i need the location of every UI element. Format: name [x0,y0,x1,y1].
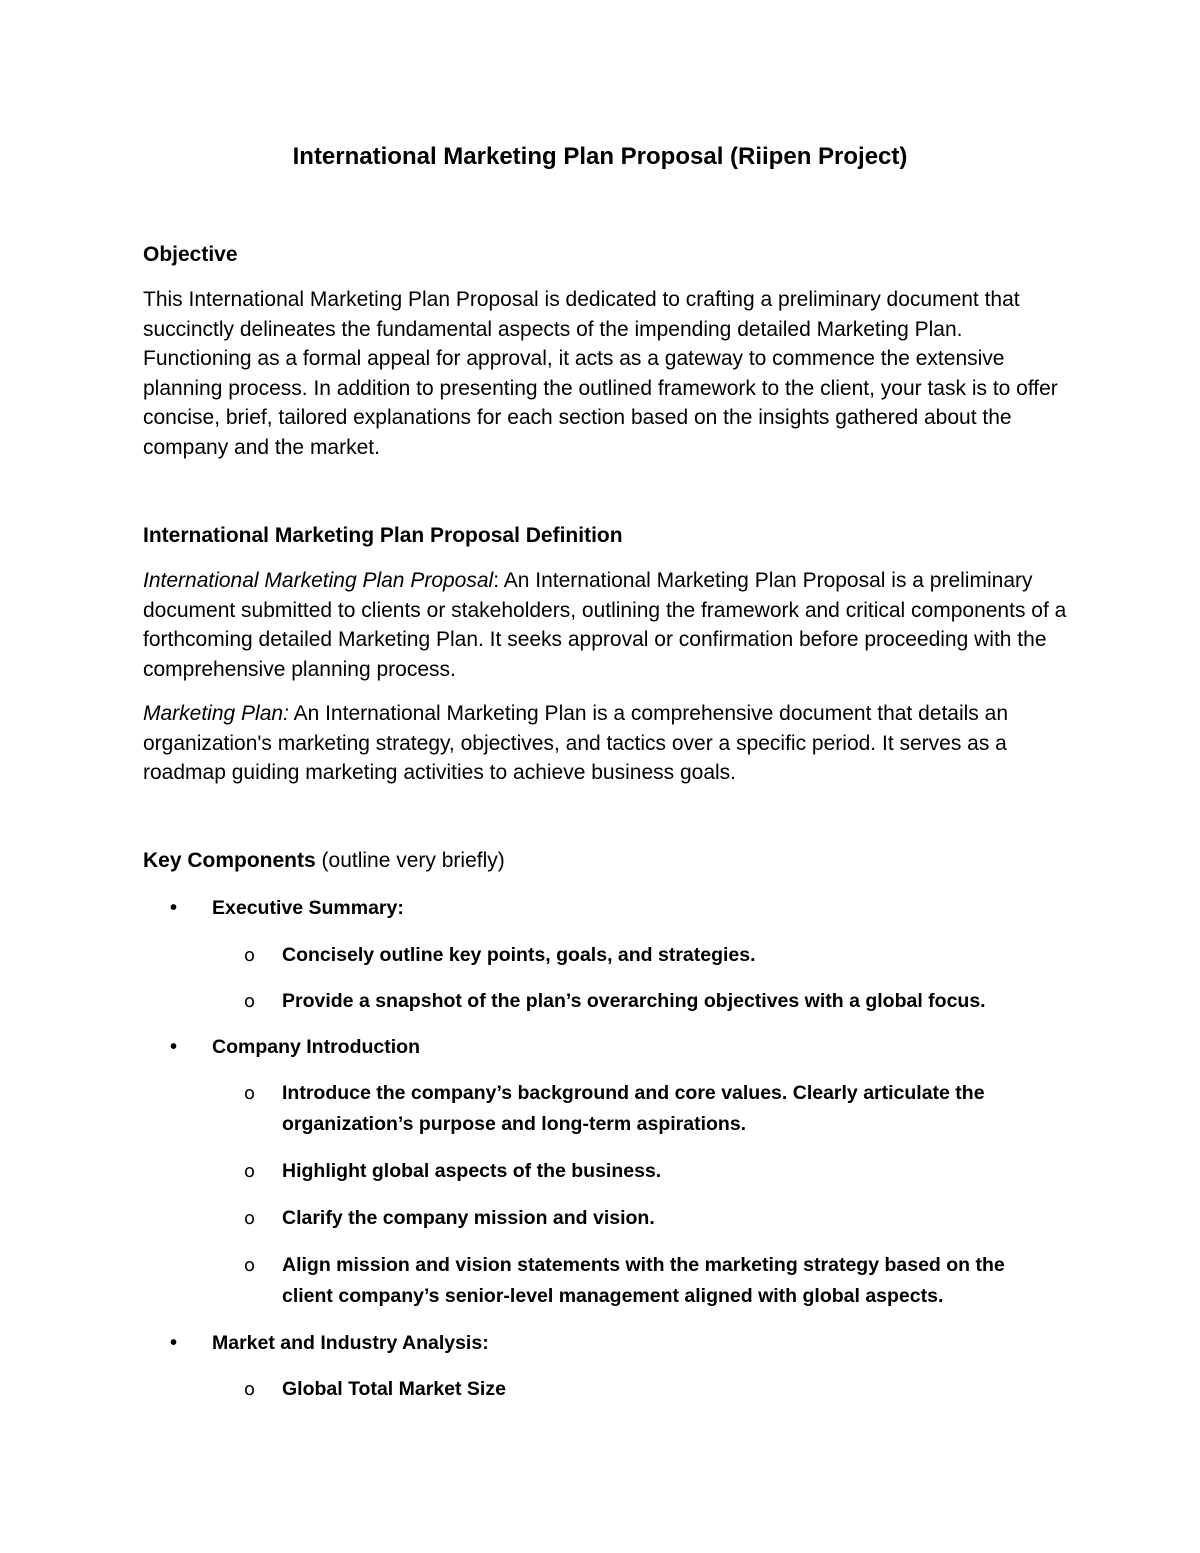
section-label-executive-summary: Executive Summary: [212,897,404,919]
definition-marketing-plan-text: An International Marketing Plan is a comprehensive document that details an organization's marketing strategy, objectives, and tactics over a specific period. It serves as a roadmap guiding marketing activities to achieve business goals. [143,702,1008,784]
bullet-icon: • [170,1332,178,1354]
sub-list-item [244,1203,1044,1234]
circle-bullet-icon: o [244,991,256,1012]
key-components-heading [143,846,505,876]
definition-proposal-text: An International Marketing Plan Proposal is a preliminary document submitted to clients or stakeholders, outlining the framework and critical components of a forthcoming detailed Marketing Plan. It seeks approval or confirmation before proceeding with the comprehensive planning process. [143,569,1067,681]
sub-list-item [244,1156,1044,1187]
circle-bullet-icon: o [244,1255,256,1276]
definition-marketing-plan-paragraph [143,699,1073,788]
key-components-title: Key Components [143,849,316,872]
sub-item-text: Global Total Market Size [282,1378,506,1400]
definition-proposal-paragraph [143,566,1073,684]
sub-list-item [244,1250,1044,1312]
definition-heading: International Marketing Plan Proposal Definition [143,524,623,547]
sub-item-text: Provide a snapshot of the plan’s overarching objectives with a global focus. [282,990,986,1012]
sub-list-item [244,940,1044,971]
circle-bullet-icon: o [244,1161,256,1182]
sub-list-item [244,986,1044,1017]
sub-list-item [244,1078,1044,1140]
bullet-icon: • [170,897,178,919]
circle-bullet-icon: o [244,1379,256,1400]
definition-marketing-plan-term: Marketing Plan: [143,702,289,725]
key-components-note: (outline very briefly) [315,849,505,872]
circle-bullet-icon: o [244,945,256,966]
sub-item-text: Highlight global aspects of the business. [282,1160,662,1182]
definition-proposal-term: International Marketing Plan Proposal [143,569,494,592]
sub-item-text: Introduce the company’s background and core values. Clearly articulate the organization’s purpose and long-term aspirations. [282,1082,985,1135]
list-item [170,1032,420,1062]
sub-item-text: Clarify the company mission and vision. [282,1207,655,1229]
list-item [170,893,404,923]
bullet-icon: • [170,1036,178,1058]
sub-list-item [244,1374,1044,1405]
document-title: International Marketing Plan Proposal (Riipen Project) [292,143,908,170]
sub-item-text: Align mission and vision statements with the marketing strategy based on the client company’s senior-level management aligned with global aspects. [282,1254,1005,1307]
circle-bullet-icon: o [244,1083,256,1104]
circle-bullet-icon: o [244,1208,256,1229]
list-item [170,1328,489,1358]
section-label-market-analysis: Market and Industry Analysis: [212,1332,489,1354]
definition-proposal-separator: : [493,569,500,592]
sub-item-text: Concisely outline key points, goals, and strategies. [282,944,756,966]
objective-heading: Objective [143,243,238,266]
section-label-company-introduction: Company Introduction [212,1036,420,1058]
objective-paragraph: This International Marketing Plan Proposal is dedicated to crafting a preliminary document that succinctly delineates the fundamental aspects of the impending detailed Marketing Plan. Functioning as a formal appeal for approval, it acts as a gateway to commence the extensive planning process. In addition to presenting the outlined framework to the client, your task is to offer concise, brief, tailored explanations for each section based on the insights gathered about the company and the market. [143,288,1058,459]
